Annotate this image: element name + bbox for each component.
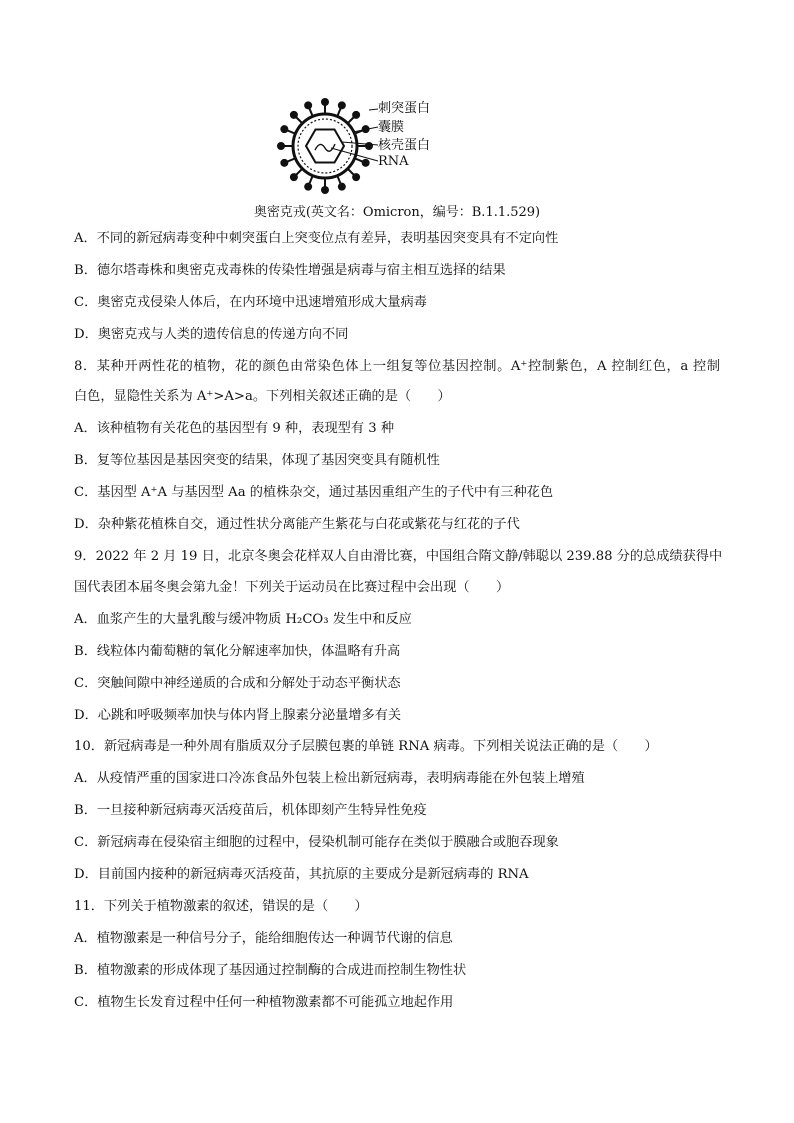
label-envelope: 囊膜 bbox=[378, 120, 405, 135]
q10-option-b: B．一旦接种新冠病毒灭活疫苗后，机体即刻产生特异性免疫 bbox=[74, 803, 427, 818]
q8-option-c: C．基因型 A⁺A 与基因型 Aa 的植株杂交，通过基因重组产生的子代中有三种花色 bbox=[74, 485, 554, 500]
q11-stem: 11．下列关于植物激素的叙述，错误的是（ ） bbox=[74, 899, 368, 914]
omicron-virus-diagram bbox=[270, 96, 470, 200]
q10-option-c: C．新冠病毒在侵染宿主细胞的过程中，侵染机制可能存在类似于膜融合或胞吞现象 bbox=[74, 835, 559, 850]
q8-option-b: B．复等位基因是基因突变的结果，体现了基因突变具有随机性 bbox=[74, 453, 440, 468]
spike-head bbox=[321, 98, 329, 106]
spike-head bbox=[338, 183, 346, 191]
spike-head bbox=[277, 142, 285, 150]
q11-option-c: C．植物生长发育过程中任何一种植物激素都不可能孤立地起作用 bbox=[74, 995, 454, 1010]
q10-stem: 10．新冠病毒是一种外周有脂质双分子层膜包裹的单链 RNA 病毒。下列相关说法正确的是（ ） bbox=[74, 739, 658, 754]
spike-head bbox=[304, 101, 312, 109]
q11-option-b: B．植物激素的形成体现了基因通过控制酶的合成进而控制生物性状 bbox=[74, 963, 467, 978]
leader-line bbox=[369, 109, 378, 110]
spike-head bbox=[321, 186, 329, 194]
spike-head bbox=[290, 173, 298, 181]
q11-option-a: A．植物激素是一种信号分子，能给细胞传达一种调节代谢的信息 bbox=[74, 931, 453, 946]
spike-head bbox=[362, 159, 370, 167]
q9-option-a: A．血浆产生的大量乳酸与缓冲物质 H₂CO₃ 发生中和反应 bbox=[74, 612, 412, 627]
spike-head bbox=[280, 159, 288, 167]
q9-option-b: B．线粒体内葡萄糖的氧化分解速率加快，体温略有升高 bbox=[74, 644, 401, 659]
spike-head bbox=[304, 183, 312, 191]
spike-head bbox=[280, 125, 288, 133]
envelope-outer bbox=[293, 114, 357, 178]
label-rna: RNA bbox=[378, 154, 409, 169]
q8-option-a: A．该种植物有关花色的基因型有 9 种，表现型有 3 种 bbox=[74, 421, 395, 436]
figure-caption: 奥密克戎(英文名：Omicron，编号：B.1.1.529) bbox=[253, 205, 541, 220]
q10-option-a: A．从疫情严重的国家进口冷冻食品外包装上检出新冠病毒，表明病毒能在外包装上增殖 bbox=[74, 771, 585, 786]
label-spike-protein: 刺突蛋白 bbox=[378, 101, 431, 116]
q10-option-d: D．目前国内接种的新冠病毒灭活疫苗，其抗原的主要成分是新冠病毒的 RNA bbox=[74, 867, 529, 882]
q9-option-c: C．突触间隙中神经递质的合成和分解处于动态平衡状态 bbox=[74, 676, 401, 691]
spike-head bbox=[352, 111, 360, 119]
q8-stem-line1: 8．某种开两性花的植物，花的颜色由常染色体上一组复等位基因控制。A⁺控制紫色，A 控制红色，a 控制 bbox=[74, 359, 720, 374]
q9-stem-line2: 国代表团本届冬奥会第九金！下列关于运动员在比赛过程中会出现（ ） bbox=[74, 580, 510, 595]
q7-option-a: A．不同的新冠病毒变种中刺突蛋白上突变位点有差异，表明基因突变具有不定向性 bbox=[74, 231, 559, 246]
q7-option-d: D．奥密克戎与人类的遗传信息的传递方向不同 bbox=[74, 327, 349, 342]
spike-head bbox=[290, 111, 298, 119]
q9-stem-line1: 9．2022 年 2 月 19 日，北京冬奥会花样双人自由滑比赛，中国组合隋文静/韩聪以 239.88 分的总成绩获得中 bbox=[74, 549, 723, 564]
q8-option-d: D．杂种紫花植株自交，通过性状分离能产生紫花与白花或紫花与红花的子代 bbox=[74, 517, 520, 532]
virus-structure-illustration bbox=[270, 96, 470, 200]
q7-option-b: B．德尔塔毒株和奥密克戎毒株的传染性增强是病毒与宿主相互选择的结果 bbox=[74, 263, 506, 278]
q9-option-d: D．心跳和呼吸频率加快与体内肾上腺素分泌量增多有关 bbox=[74, 708, 402, 723]
spike-head bbox=[352, 173, 360, 181]
q7-option-c: C．奥密克戎侵染人体后，在内环境中迅速增殖形成大量病毒 bbox=[74, 295, 427, 310]
q8-stem-line2: 白色，显隐性关系为 A⁺>A>a。下列相关叙述正确的是（ ） bbox=[74, 389, 451, 404]
label-capsid-protein: 核壳蛋白 bbox=[378, 138, 431, 153]
spike-head bbox=[365, 142, 373, 150]
spike-head bbox=[338, 101, 346, 109]
